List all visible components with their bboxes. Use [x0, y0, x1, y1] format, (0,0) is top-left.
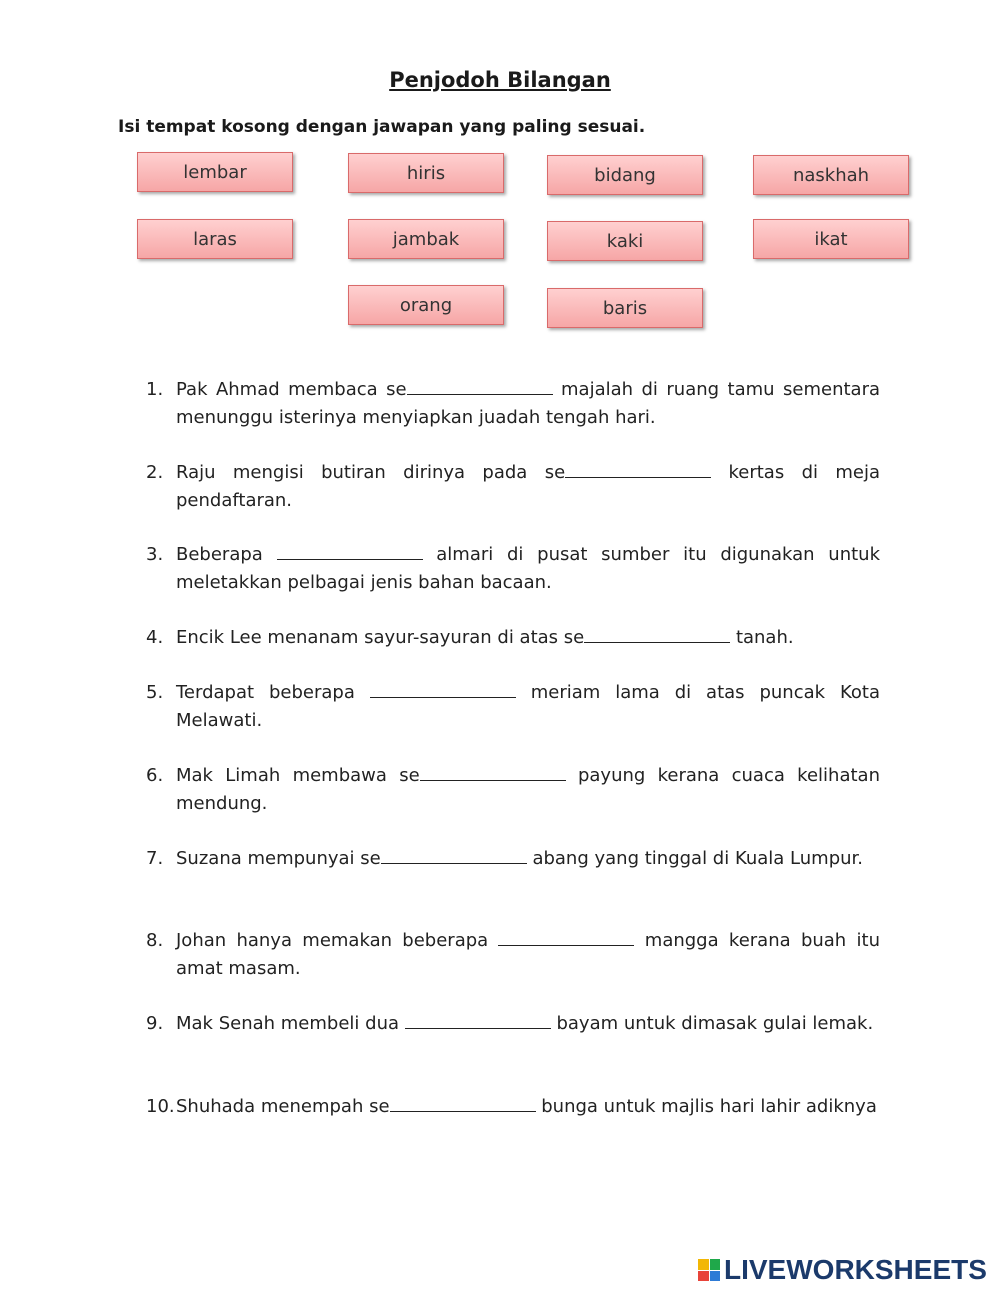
- word-option-baris[interactable]: baris: [547, 288, 703, 328]
- question-7: [146, 845, 880, 873]
- question-number: 10.: [146, 1096, 175, 1117]
- question-text: Johan hanya memakan beberapa: [176, 930, 499, 951]
- question-number: 4.: [146, 627, 164, 648]
- question-text: abang yang tinggal di Kuala Lumpur.: [526, 848, 863, 869]
- answer-blank[interactable]: [370, 679, 516, 698]
- question-text: bunga untuk majlis hari lahir adiknya: [535, 1096, 877, 1117]
- question-text: Pak Ahmad membaca se: [176, 379, 407, 400]
- question-text: Beberapa: [176, 544, 277, 565]
- word-option-orang[interactable]: orang: [348, 285, 504, 325]
- question-number: 5.: [146, 682, 164, 703]
- question-text: Shuhada menempah se: [176, 1096, 390, 1117]
- question-4: [146, 624, 880, 652]
- question-1: [146, 376, 880, 432]
- logo-text: LIVEWORKSHEETS: [724, 1254, 987, 1285]
- question-text: bayam untuk dimasak gulai lemak.: [550, 1013, 874, 1034]
- question-text: majalah di ruang tamu sementara menunggu isterinya menyiapkan juadah tengah hari.: [176, 379, 880, 428]
- question-text: meriam lama di atas puncak Kota Melawati.: [176, 682, 880, 731]
- question-text: Encik Lee menanam sayur-sayuran di atas se: [176, 627, 585, 648]
- question-text: Terdapat beberapa: [176, 682, 370, 703]
- question-text: mangga kerana buah itu amat masam.: [176, 930, 880, 979]
- liveworksheets-logo: [698, 1255, 987, 1285]
- question-text: tanah.: [730, 627, 794, 648]
- question-3: [146, 541, 880, 597]
- question-number: 3.: [146, 544, 164, 565]
- question-10: [146, 1093, 880, 1121]
- question-8: [146, 927, 880, 983]
- question-text: kertas di meja pendaftaran.: [176, 462, 880, 511]
- word-option-laras[interactable]: laras: [137, 219, 293, 259]
- answer-blank[interactable]: [565, 459, 711, 478]
- word-option-jambak[interactable]: jambak: [348, 219, 504, 259]
- question-2: [146, 459, 880, 515]
- question-5: [146, 679, 880, 735]
- word-option-ikat[interactable]: ikat: [753, 219, 909, 259]
- question-text: almari di pusat sumber itu digunakan untuk meletakkan pelbagai jenis bahan bacaan.: [176, 544, 881, 593]
- logo-block: [710, 1271, 721, 1282]
- word-option-kaki[interactable]: kaki: [547, 221, 703, 261]
- question-9: [146, 1010, 880, 1038]
- logo-block: [698, 1271, 709, 1282]
- word-option-lembar[interactable]: lembar: [137, 152, 293, 192]
- question-text: payung kerana cuaca kelihatan mendung.: [176, 765, 880, 814]
- answer-blank[interactable]: [390, 1093, 536, 1112]
- question-number: 7.: [146, 848, 164, 869]
- question-text: Suzana mempunyai se: [176, 848, 381, 869]
- answer-blank[interactable]: [277, 541, 423, 560]
- answer-blank[interactable]: [381, 845, 527, 864]
- answer-blank[interactable]: [498, 927, 634, 946]
- answer-blank[interactable]: [405, 1010, 551, 1029]
- question-text: Mak Senah membeli dua: [176, 1013, 405, 1034]
- answer-blank[interactable]: [420, 762, 566, 781]
- question-text: Mak Limah membawa se: [176, 765, 420, 786]
- answer-blank[interactable]: [584, 624, 730, 643]
- answer-blank[interactable]: [407, 376, 553, 395]
- question-number: 8.: [146, 930, 164, 951]
- question-number: 1.: [146, 379, 164, 400]
- word-option-hiris[interactable]: hiris: [348, 153, 504, 193]
- word-option-naskhah[interactable]: naskhah: [753, 155, 909, 195]
- logo-block: [710, 1259, 721, 1270]
- word-option-bidang[interactable]: bidang: [547, 155, 703, 195]
- question-text: Raju mengisi butiran dirinya pada se: [176, 462, 566, 483]
- logo-blocks-icon: [698, 1259, 720, 1281]
- worksheet-title: Penjodoh Bilangan: [389, 68, 611, 92]
- question-number: 2.: [146, 462, 164, 483]
- logo-block: [698, 1259, 709, 1270]
- instruction-text: Isi tempat kosong dengan jawapan yang paling sesuai.: [118, 117, 646, 137]
- question-number: 9.: [146, 1013, 164, 1034]
- question-number: 6.: [146, 765, 164, 786]
- question-6: [146, 762, 880, 818]
